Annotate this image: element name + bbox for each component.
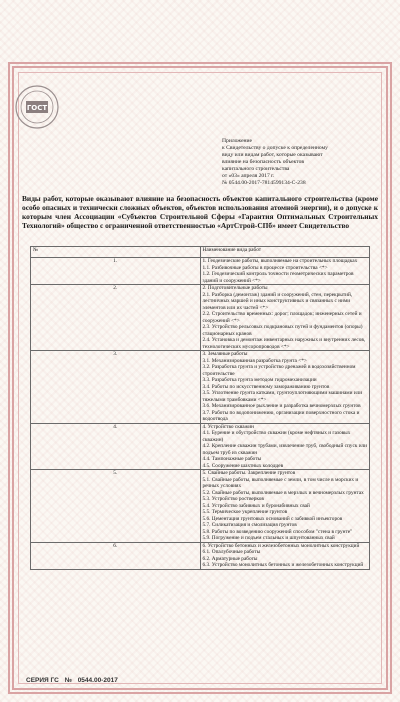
- work-item: 5.4. Устройство забивных и буронабивных свай: [202, 502, 310, 509]
- work-item: 5.7. Силикатизация и смолизация грунтов: [202, 522, 297, 528]
- document-heading: Виды работ, которые оказывают влияние на безопасность объектов капитального строительства (кроме особо опасных и технически сложных объектов, объектов использования атомной энергии), и о допуске к которым член Ассоциации «Субъектов Строительной Сферы «Гарантия Оптимальных Строительных Технологий» общество с ограниченной ответственностью «АртСтрой-СПб» имеет Свидетельство: [22, 194, 378, 230]
- appendix-line: капитального строительства: [222, 166, 290, 172]
- work-item: 5.8. Работы по возведению сооружений способом "стена в грунте": [202, 528, 353, 535]
- work-item: 5.9. Погружение и подъем стальных и шпунтованных свай: [202, 535, 335, 541]
- header-name: Наименование вида работ: [200, 247, 370, 258]
- work-item: 2.4. Установка и демонтаж инвентарных наружных и внутренних лесов, технологических мусоропроводов <*>: [202, 337, 366, 350]
- row-number: 2.: [31, 285, 201, 351]
- row-number: 3.: [31, 351, 201, 424]
- work-item: 4.2. Крепление скважин трубами, извлечение труб, свободный спуск или подъем труб из скважин: [202, 443, 368, 456]
- gost-emblem-icon: [14, 84, 60, 130]
- row-number: 5.: [31, 470, 201, 543]
- row-works: [200, 470, 370, 543]
- work-item: 5.3. Устройство ростверков: [202, 496, 264, 502]
- work-item: 4. Устройство скважин: [202, 423, 254, 430]
- work-item: 3.3. Разработка грунта методом гидромеханизации: [202, 377, 317, 383]
- table-row: [31, 470, 370, 543]
- work-item: 6.2. Арматурные работы: [202, 555, 258, 562]
- appendix-line: виду или видам работ, которые оказывают: [222, 152, 323, 158]
- series-label: СЕРИЯ ГС: [26, 677, 59, 684]
- work-item: 5. Свайные работы. Закрепление грунтов: [202, 470, 296, 476]
- work-item: 2.3. Устройство рельсовых подкрановых путей и фундаментов (опоры) стационарных кранов: [202, 324, 363, 337]
- emblem-text: ГОСТ: [26, 104, 48, 112]
- work-item: 4.5. Сооружение шахтных колодцев: [202, 462, 284, 469]
- work-item: 3.1. Механизированная разработка грунта <*>: [202, 357, 307, 364]
- row-works: [200, 285, 370, 351]
- work-item: 5.6. Цементация грунтовых оснований с забивкой инъекторов: [202, 515, 343, 522]
- table-row: [31, 258, 370, 285]
- work-item: 6. Устройство бетонных и железобетонных монолитных конструкций: [202, 542, 360, 549]
- row-works: [200, 258, 370, 285]
- appendix-line: от «03» апреля 2017 г.: [222, 173, 275, 179]
- table-row: [31, 285, 370, 351]
- work-item: 4.1. Бурение и обустройство скважин (кроме нефтяных и газовых скважин): [202, 430, 351, 443]
- work-item: 1. Геодезические работы, выполняемые на строительных площадках: [202, 258, 358, 264]
- row-works: [200, 542, 370, 569]
- work-item: 6.3. Устройство монолитных бетонных и железобетонных конструкций: [202, 562, 364, 568]
- work-item: 3. Земляные работы: [202, 351, 248, 357]
- work-item: 3.5. Уплотнение грунта катками, грунтоуплотняющими машинами или тяжелыми трамбовками <*>: [202, 390, 363, 403]
- work-item: 4.4. Тампонажные работы: [202, 456, 262, 462]
- table-row: [31, 542, 370, 569]
- work-item: 6.1. Опалубочные работы: [202, 549, 261, 555]
- work-item: 3.4. Работы по искусственному замораживанию грунтов: [202, 383, 330, 390]
- work-item: 3.6. Механизированное рыхление и разработка вечномерзлых грунтов: [202, 403, 361, 409]
- series-number: [26, 677, 122, 684]
- work-item: 1.1. Разбивочные работы в процессе строительства <*>: [202, 264, 328, 271]
- appendix-line: к Свидетельству о допуске к определенному: [222, 145, 328, 151]
- works-table: [30, 246, 370, 570]
- table-header-row: [31, 247, 370, 258]
- series-value: 0544.00-2017: [77, 677, 118, 684]
- row-works: [200, 423, 370, 470]
- appendix-line: № 0544.00-2017-7814599134-С-238: [222, 180, 306, 186]
- row-number: 1.: [31, 258, 201, 285]
- series-sign: №: [64, 677, 72, 684]
- row-works: [200, 351, 370, 424]
- work-item: 2.1. Разборка (демонтаж) зданий и сооружений, стен, перекрытий, лестничных маршей и иных конструктивных и связанных с ними элементов или их частей <*>: [202, 291, 353, 311]
- work-item: 5.5. Термическое укрепление грунтов: [202, 509, 288, 515]
- appendix-line: Приложение: [222, 138, 253, 144]
- work-item: 3.7. Работы по водопонижению, организации поверхностного стока и водоотвода: [202, 409, 360, 422]
- work-item: 2.2. Строительство временных: дорог; площадок; инженерных сетей и сооружений <*>: [202, 311, 362, 324]
- row-number: 6.: [31, 542, 201, 569]
- header-number: №: [31, 247, 201, 258]
- work-item: 5.2. Свайные работы, выполняемые в мерзлых и вечномерзлых грунтах: [202, 489, 364, 496]
- row-number: 4.: [31, 423, 201, 470]
- appendix-line: влияние на безопасность объектов: [222, 159, 305, 165]
- work-item: 2. Подготовительные работы: [202, 285, 268, 291]
- appendix-block: [222, 138, 372, 187]
- table-body: [31, 258, 370, 570]
- work-item: 1.2. Геодезический контроль точности геометрических параметров зданий и сооружений <*>: [202, 271, 354, 284]
- work-item: 5.1. Свайные работы, выполняемые с земли, в том числе в морских и речных условиях: [202, 476, 359, 489]
- work-item: 3.2. Разработка грунта и устройство дренажей в водохозяйственном строительстве: [202, 364, 356, 377]
- table-row: [31, 423, 370, 470]
- table-row: [31, 351, 370, 424]
